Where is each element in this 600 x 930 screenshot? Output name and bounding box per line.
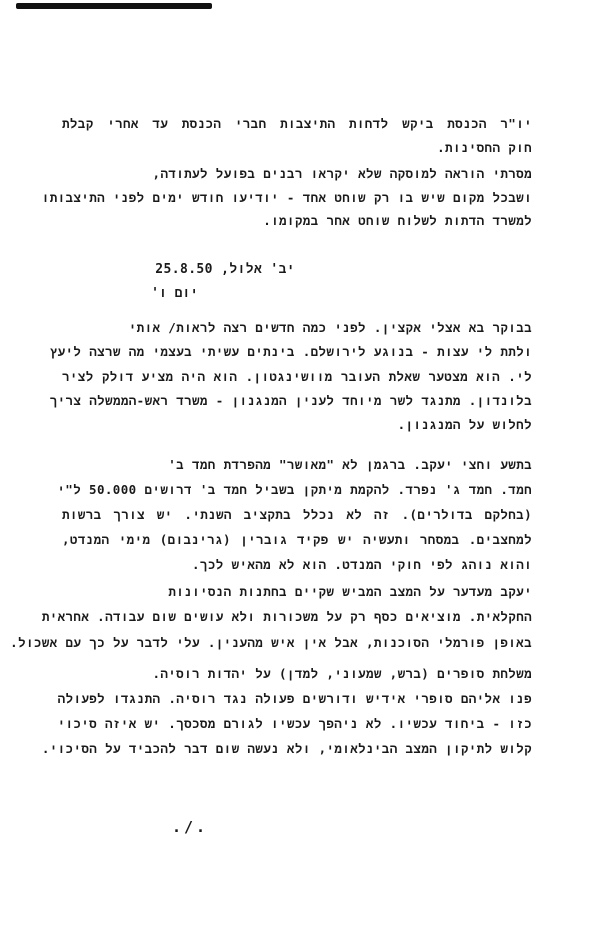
- paragraph-5-line-3: באופן פורמלי הסוכנות, אבל אין איש מהענין. עלי לדבר על כך עם אשכול.: [10, 635, 532, 650]
- paragraph-4-line-1: בתשע וחצי יעקב. ברגמן לא "מאושר" מהפרדת חמד ב': [168, 457, 532, 472]
- paragraph-4-line-3: (בחלקם בדולרים). זה לא נכלל בתקציב השנתי. יש צורך ברשות: [62, 507, 532, 522]
- paragraph-2-line-2: ושבכל מקום שיש בו רק שוחט אחד - יודיעו חודש ימים לפני התיצבותו: [41, 190, 532, 205]
- entry-date-hebrew: יב' אלול,: [221, 262, 295, 277]
- paragraph-3-line-5: לחלוש על המנגנון.: [397, 417, 532, 432]
- paragraph-2-line-1: מסרתי הוראה למוסקה שלא יקראו רבנים בפועל לעתודה,: [152, 166, 532, 181]
- paragraph-6-line-4: קלוש לתיקון המצב הבינלאומי, ולא נעשה שום דבר להכביד על הסיכוי.: [41, 741, 532, 756]
- entry-date-numeric: 25.8.50: [155, 262, 213, 277]
- paragraph-4-line-4: למחצבים. במסחר ותעשיה יש פקיד גוברין (גרינבום) מימי המנדט,: [62, 532, 532, 547]
- paragraph-6-line-1: משלחת סופרים (ברש, שמעוני, למדן) על יהדות רוסיה.: [152, 666, 532, 681]
- paragraph-6-line-2: פנו אליהם סופרי אידיש ודורשים פעולה נגד רוסיה. התנגדו לפעולה: [57, 691, 532, 706]
- paragraph-5-line-1: יעקב מעדער על המצב המביש שקיים בחתנות הנסיונות: [168, 584, 532, 599]
- paragraph-5-line-2: החקלאית. מוציאים כסף רק על משכורות ולא עושים שום עבודה. אחראית: [41, 609, 532, 624]
- paragraph-6-line-3: כזו - ביחוד עכשיו. לא ניהפך עכשיו לגורם מסכסך. יש איזה סיכוי: [57, 716, 532, 731]
- continuation-mark: ./.: [172, 818, 209, 836]
- paragraph-1-line-1: יו"ר הכנסת ביקש לדחות התיצבות חברי הכנסת עד אחרי קבלת: [62, 116, 532, 131]
- paragraph-2-line-3: למשרד הדתות לשלוח שוחט אחר במקומו.: [263, 213, 532, 228]
- entry-weekday: יום ו': [151, 286, 198, 301]
- paragraph-3-line-1: בבוקר בא אצלי אקצין. לפני כמה חדשים רצה לראות/ אותי: [128, 320, 532, 335]
- paragraph-4-line-5: והוא נוהג לפי חוקי המנדט. הוא לא מהאיש לכך.: [192, 557, 532, 572]
- paragraph-1-line-2: חוק החסינות.: [437, 140, 532, 155]
- paragraph-3-line-4: בלונדון. מתנגד לשר מיוחד לענין המנגנון - משרד ראש-הממשלה צריך: [49, 393, 532, 408]
- paragraph-3-line-3: לי. הוא מצטער שאלת העובר מוושינגטון. הוא היה מציע דולק לציר: [62, 369, 532, 384]
- paragraph-4-line-2: חמד. חמד ג' נפרד. להקמת מיתקן בשביל חמד ב' דרושים 50.000 ל"י: [57, 482, 532, 497]
- top-border-mark: [16, 3, 212, 9]
- entry-date: [155, 262, 295, 277]
- paragraph-3-line-2: ולתת לי עצות - בנוגע לירושלם. בינתים עשיתי בעצמי מה שרצה ליעץ: [49, 344, 532, 359]
